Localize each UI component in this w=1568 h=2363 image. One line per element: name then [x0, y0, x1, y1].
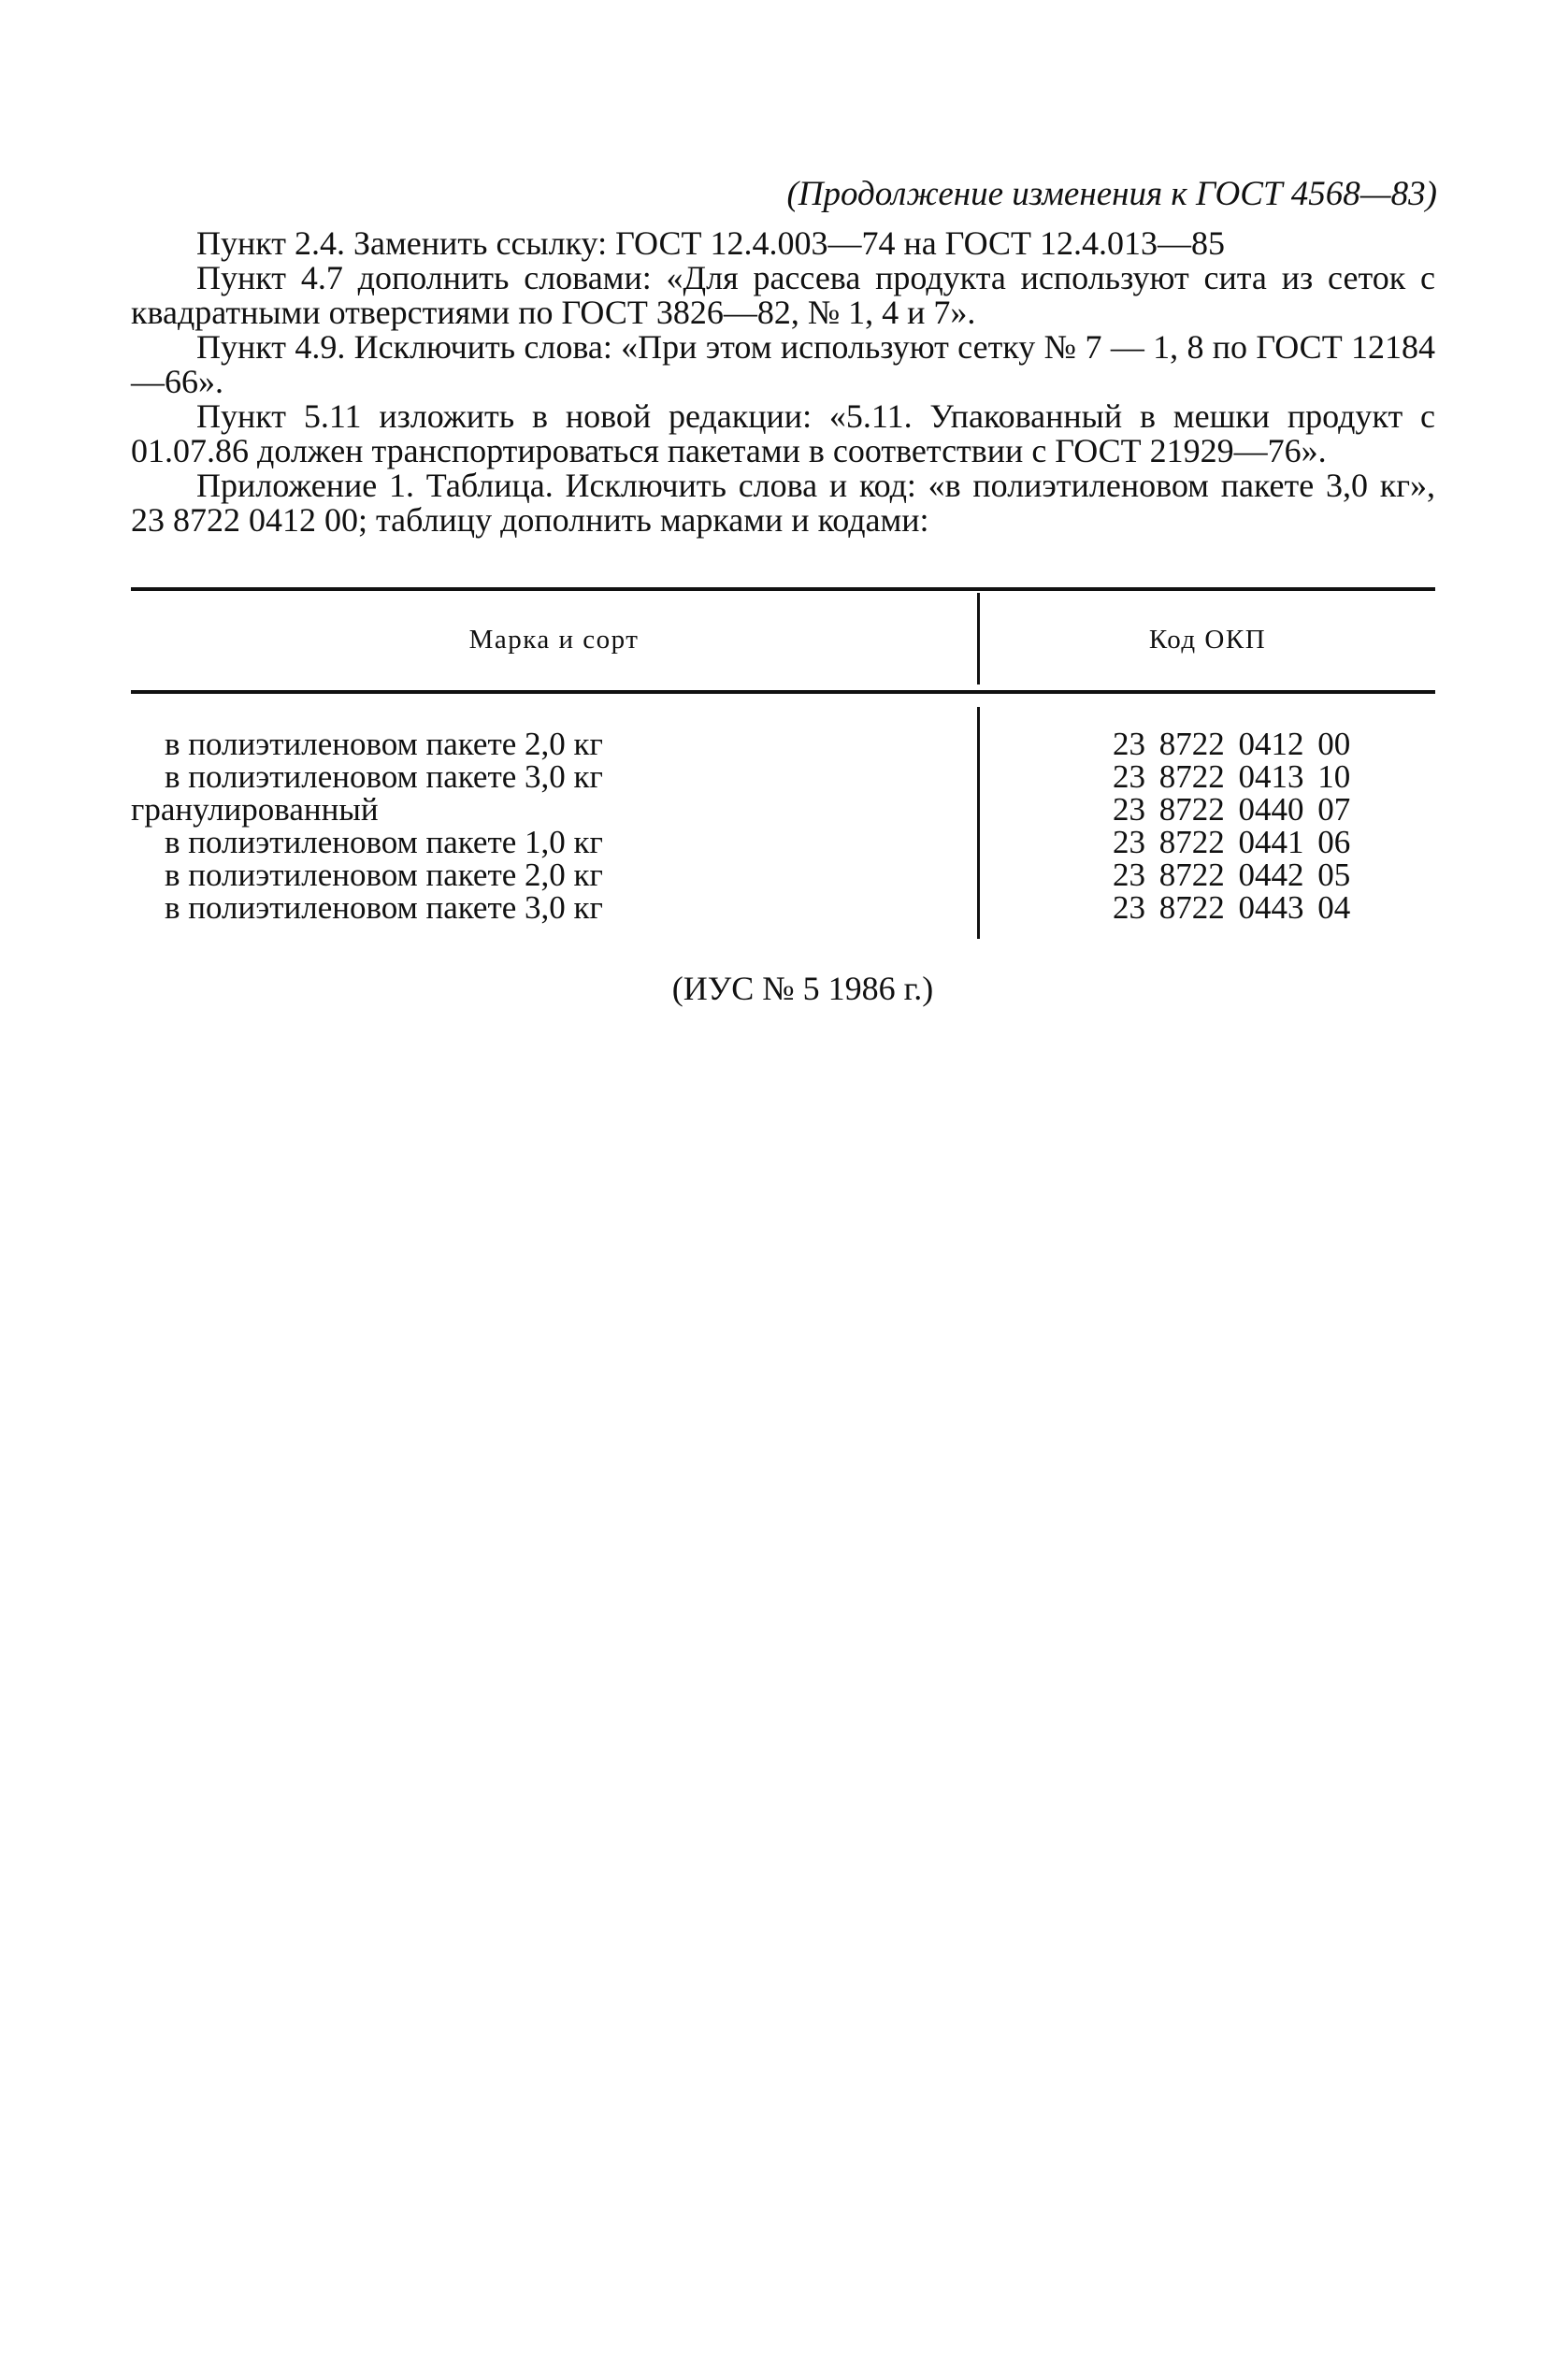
table-row — [131, 858, 1435, 891]
okp-code-cell: 23 8722 0412 00 — [1113, 726, 1351, 762]
grade-cell: в полиэтиленовом пакете 3,0 кг — [165, 758, 603, 795]
table-row — [131, 793, 1435, 826]
grade-cell: в полиэтиленовом пакете 3,0 кг — [165, 889, 603, 926]
paragraph-item-5-11: Пункт 5.11 изложить в новой редакции: «5.11. Упакованный в мешки продукт с 01.07.86 должен транспортироваться пакетами в соответствии с ГОСТ 21929—76». — [131, 397, 1435, 469]
table-row — [131, 728, 1435, 760]
table-row — [131, 760, 1435, 793]
paragraph-item-4-7: Пункт 4.7 дополнить словами: «Для рассева продукта используют сита из сеток с квадратными отверстиями по ГОСТ 3826—82, № 1, 4 и 7». — [131, 259, 1435, 331]
paragraph-item-4-9: Пункт 4.9. Исключить слова: «При этом используют сетку № 7 — 1, 8 по ГОСТ 12184—66». — [131, 328, 1435, 400]
paragraph-appendix-1: Приложение 1. Таблица. Исключить слова и код: «в полиэтиленовом пакете 3,0 кг», 23 8722 0412 00; таблицу дополнить марками и кодами: — [131, 467, 1435, 539]
okp-code-cell: 23 8722 0443 04 — [1113, 889, 1351, 926]
grade-code-table — [131, 587, 1435, 939]
grade-cell: в полиэтиленовом пакете 1,0 кг — [165, 824, 603, 860]
okp-code-cell: 23 8722 0441 06 — [1113, 824, 1351, 860]
table-body — [131, 728, 1435, 924]
column-header-okp-code: Код ОКП — [1148, 625, 1267, 655]
table-row — [131, 891, 1435, 924]
grade-cell: в полиэтиленовом пакете 2,0 кг — [165, 726, 603, 762]
okp-code-cell: 23 8722 0442 05 — [1113, 857, 1351, 893]
amendment-text — [131, 226, 1435, 538]
column-header-grade: Марка и сорт — [468, 625, 640, 655]
table-header-rule — [131, 690, 1435, 694]
grade-cell: гранулированный — [131, 791, 379, 828]
okp-code-cell: 23 8722 0413 10 — [1113, 758, 1351, 795]
continuation-header: (Продолжение изменения к ГОСТ 4568—83) — [786, 175, 1437, 213]
grade-cell: в полиэтиленовом пакете 2,0 кг — [165, 857, 603, 893]
paragraph-item-2-4: Пункт 2.4. Заменить ссылку: ГОСТ 12.4.003—74 на ГОСТ 12.4.013—85 — [196, 224, 1226, 262]
table-row — [131, 826, 1435, 858]
okp-code-cell: 23 8722 0440 07 — [1113, 791, 1351, 828]
publication-reference: (ИУС № 5 1986 г.) — [671, 970, 934, 1007]
table-top-rule — [131, 587, 1435, 591]
